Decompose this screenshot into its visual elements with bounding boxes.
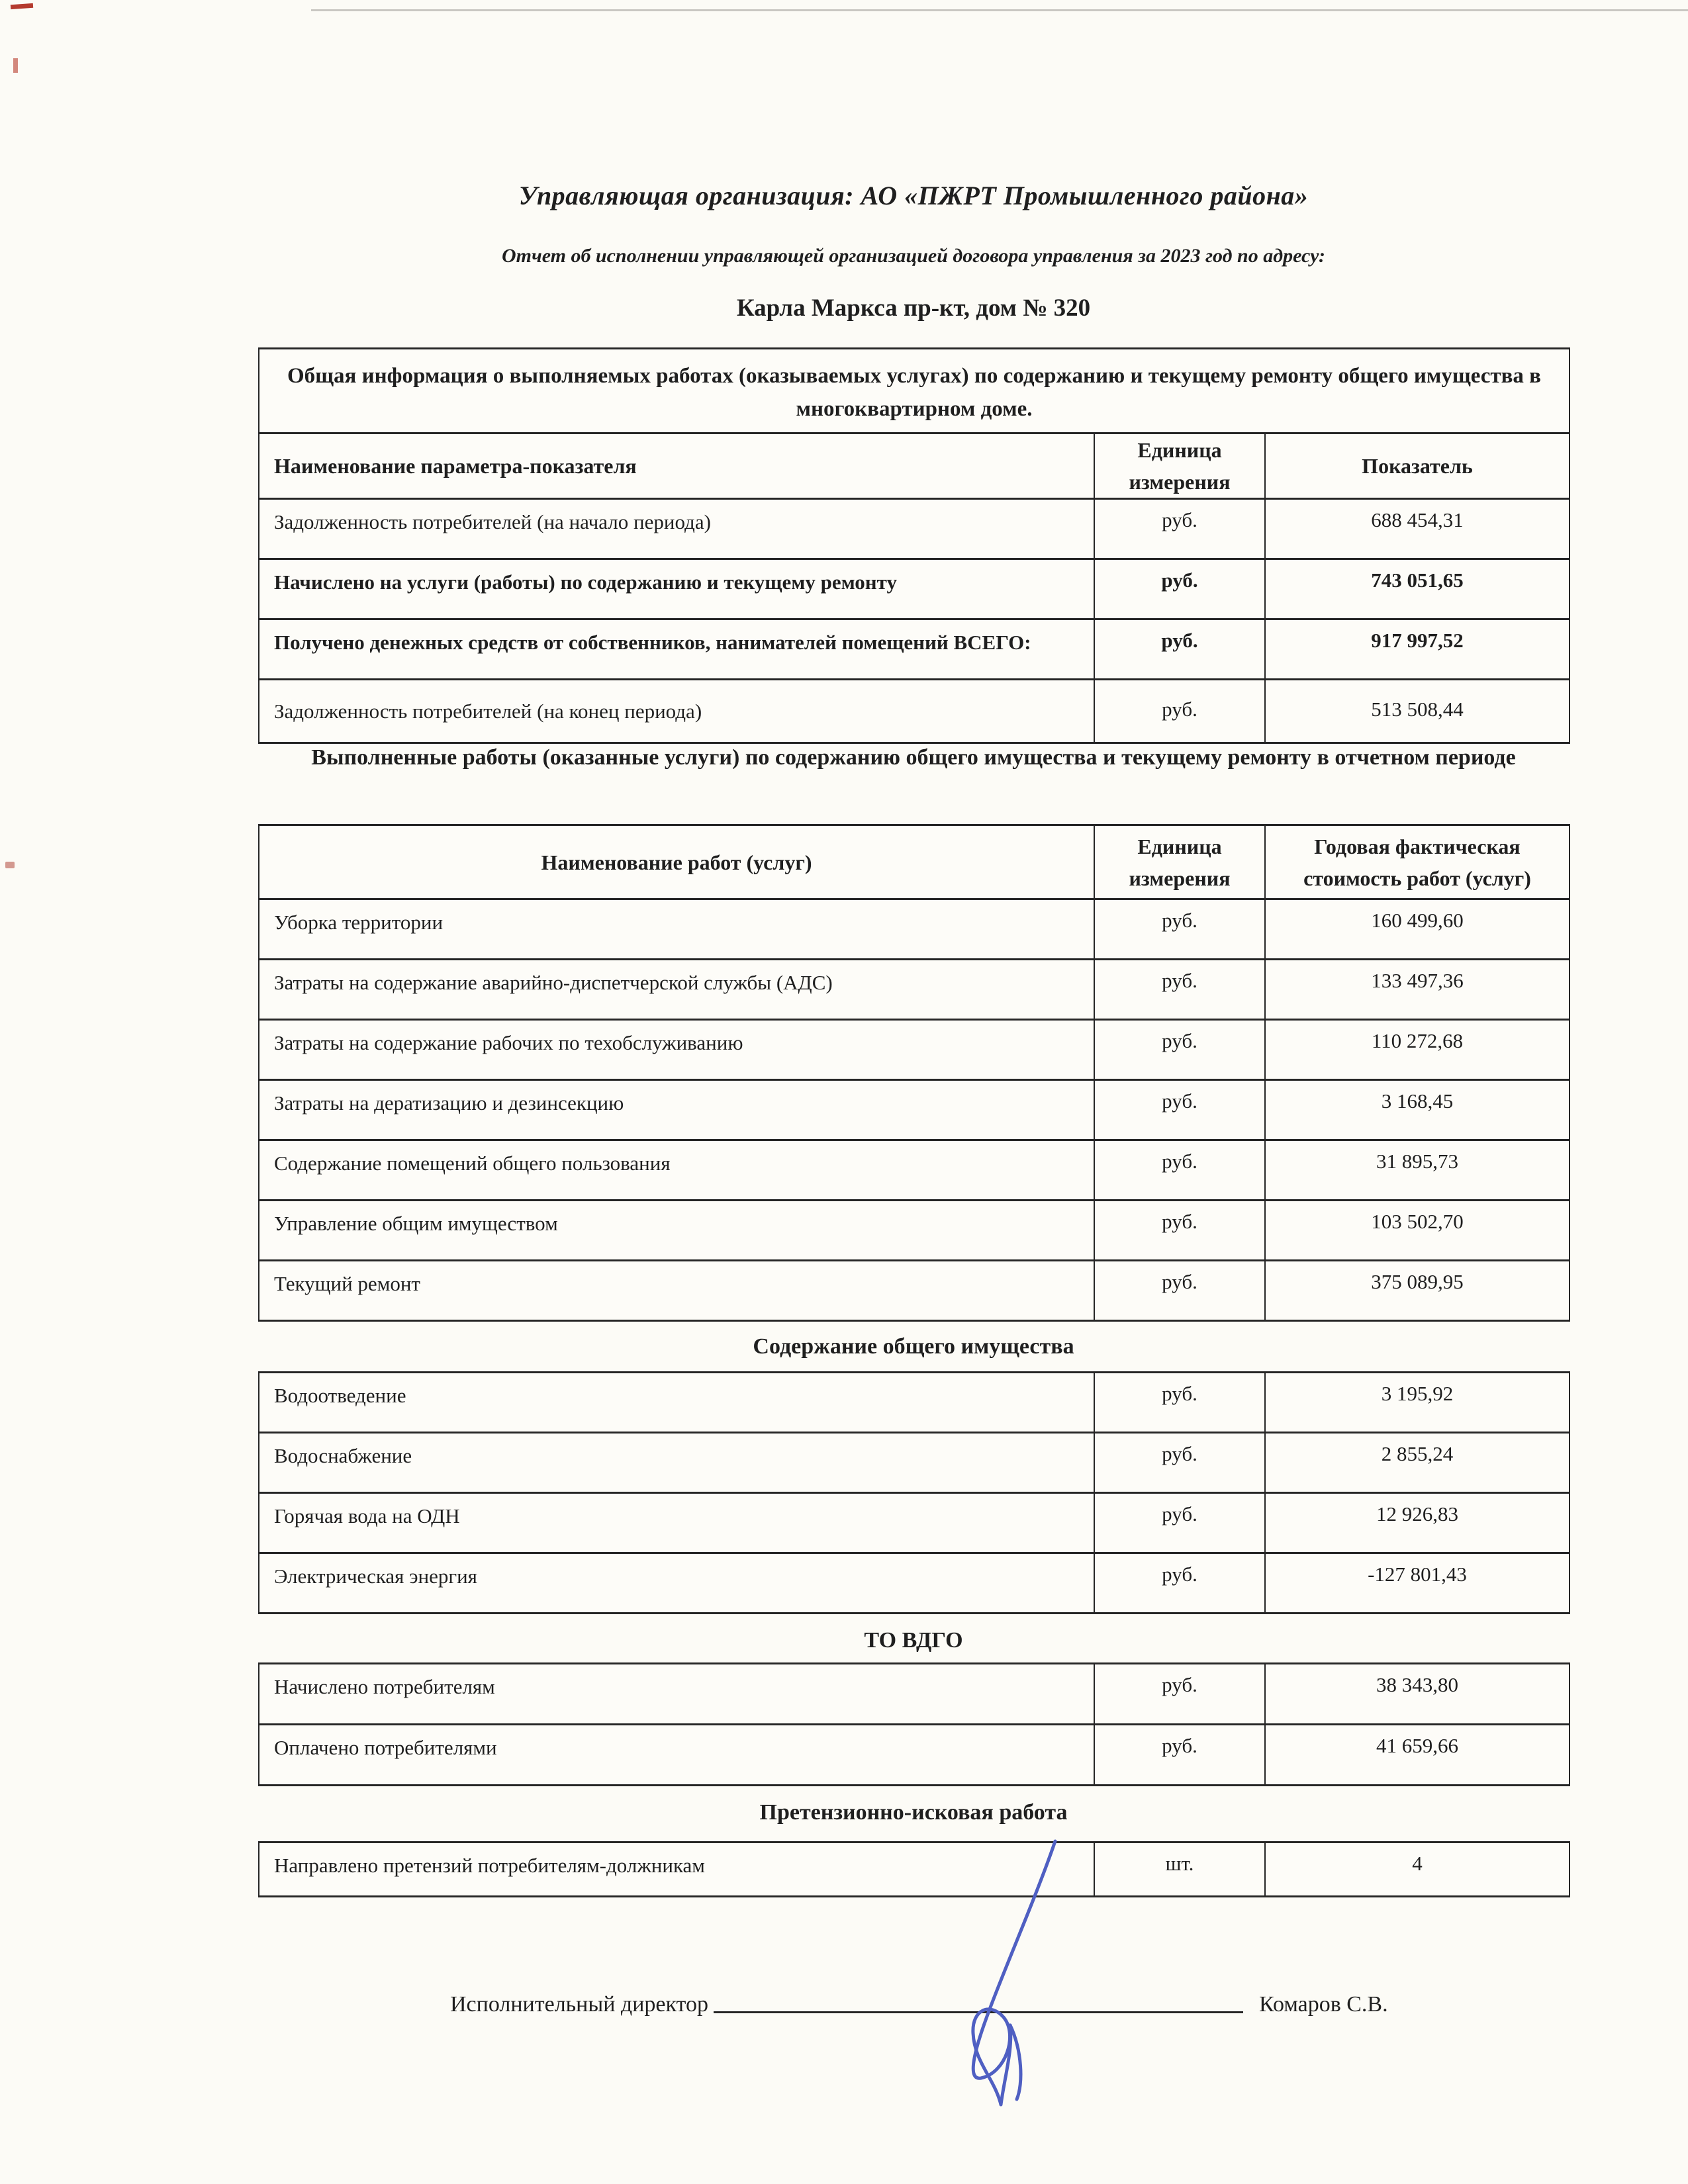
table-row: [259, 499, 1570, 559]
row-unit: руб.: [1094, 619, 1265, 680]
row-value: 38 343,80: [1265, 1664, 1570, 1725]
row-name: Затраты на дератизацию и дезинсекцию: [259, 1080, 1094, 1140]
section-title-performed-works: Выполненные работы (оказанные услуги) по содержанию общего имущества и текущему ремонту в отчетном периоде: [311, 745, 1516, 770]
column-header-unit: Единица измерения: [1094, 433, 1265, 499]
row-unit: руб.: [1094, 1261, 1265, 1321]
column-header-name: Наименование работ (услуг): [259, 825, 1094, 899]
scan-artifact-red: [13, 58, 18, 73]
column-header-row: [259, 825, 1570, 899]
table-row: [259, 1843, 1570, 1897]
row-name: Направлено претензий потребителям-должникам: [259, 1843, 1094, 1897]
row-unit: руб.: [1094, 960, 1265, 1020]
report-subtitle: Отчет об исполнении управляющей организацией договора управления за 2023 год по адресу:: [501, 245, 1326, 267]
row-value: 31 895,73: [1265, 1140, 1570, 1201]
row-name: Оплачено потребителями: [259, 1725, 1094, 1786]
row-value: 160 499,60: [1265, 899, 1570, 960]
row-name: Задолженность потребителей (на конец периода): [259, 680, 1094, 743]
row-unit: руб.: [1094, 1664, 1265, 1725]
row-value: -127 801,43: [1265, 1553, 1570, 1614]
row-value: 917 997,52: [1265, 619, 1570, 680]
row-name: Начислено потребителям: [259, 1664, 1094, 1725]
row-value: 133 497,36: [1265, 960, 1570, 1020]
table-row: [259, 680, 1570, 743]
section-title-common-property: Содержание общего имущества: [753, 1334, 1074, 1359]
row-value: 12 926,83: [1265, 1493, 1570, 1553]
table-row: [259, 899, 1570, 960]
row-name: Получено денежных средств от собственников, нанимателей помещений ВСЕГО:: [259, 619, 1094, 680]
row-unit: руб.: [1094, 1140, 1265, 1201]
row-unit: руб.: [1094, 1080, 1265, 1140]
row-unit: руб.: [1094, 1020, 1265, 1080]
general-info-table: [258, 347, 1570, 744]
table-row: [259, 1373, 1570, 1433]
row-name: Затраты на содержание аварийно-диспетчерской службы (АДС): [259, 960, 1094, 1020]
document-title: Управляющая организация: АО «ПЖРТ Промышленного района»: [518, 181, 1309, 210]
table-row: [259, 1140, 1570, 1201]
claims-table: [258, 1841, 1570, 1897]
column-header-value: Показатель: [1265, 433, 1570, 499]
row-unit: шт.: [1094, 1843, 1265, 1897]
row-unit: руб.: [1094, 559, 1265, 619]
row-name: Управление общим имуществом: [259, 1201, 1094, 1261]
row-name: Водоотведение: [259, 1373, 1094, 1433]
scan-edge-line: [311, 9, 1688, 11]
table-row: [259, 1080, 1570, 1140]
scan-artifact-red: [11, 3, 33, 9]
table-row: [259, 1433, 1570, 1493]
row-name: Задолженность потребителей (на начало периода): [259, 499, 1094, 559]
address-line: Карла Маркса пр-кт, дом № 320: [736, 295, 1091, 322]
row-value: 3 195,92: [1265, 1373, 1570, 1433]
table-caption-row: [259, 349, 1570, 433]
row-name: Начислено на услуги (работы) по содержанию и текущему ремонту: [259, 559, 1094, 619]
row-unit: руб.: [1094, 680, 1265, 743]
table-row: [259, 619, 1570, 680]
performed-works-table: [258, 824, 1570, 1322]
row-value: 41 659,66: [1265, 1725, 1570, 1786]
table-caption: Общая информация о выполняемых работах (оказываемых услугах) по содержанию и текущему ремонту общего имущества в многоквартирном доме.: [259, 349, 1570, 433]
row-name: Водоснабжение: [259, 1433, 1094, 1493]
section-title-to-vdgo: ТО ВДГО: [864, 1628, 963, 1653]
common-property-table: [258, 1371, 1570, 1614]
row-unit: руб.: [1094, 1725, 1265, 1786]
section-title-claims-work: Претензионно-исковая работа: [759, 1800, 1068, 1825]
row-value: 375 089,95: [1265, 1261, 1570, 1321]
column-header-row: [259, 433, 1570, 499]
row-name: Горячая вода на ОДН: [259, 1493, 1094, 1553]
row-value: 688 454,31: [1265, 499, 1570, 559]
table-row: [259, 1664, 1570, 1725]
table-row: [259, 1493, 1570, 1553]
row-name: Уборка территории: [259, 899, 1094, 960]
row-value: 103 502,70: [1265, 1201, 1570, 1261]
column-header-name: Наименование параметра-показателя: [259, 433, 1094, 499]
row-value: 3 168,45: [1265, 1080, 1570, 1140]
row-unit: руб.: [1094, 1433, 1265, 1493]
row-value: 743 051,65: [1265, 559, 1570, 619]
table-row: [259, 1261, 1570, 1321]
row-name: Затраты на содержание рабочих по техобслуживанию: [259, 1020, 1094, 1080]
signer-title: Исполнительный директор: [450, 1992, 708, 2017]
signer-name: Комаров С.В.: [1258, 1992, 1388, 2017]
row-unit: руб.: [1094, 1493, 1265, 1553]
row-name: Содержание помещений общего пользования: [259, 1140, 1094, 1201]
row-unit: руб.: [1094, 1373, 1265, 1433]
row-value: 110 272,68: [1265, 1020, 1570, 1080]
row-value: 2 855,24: [1265, 1433, 1570, 1493]
row-name: Текущий ремонт: [259, 1261, 1094, 1321]
scan-artifact-red: [5, 862, 15, 868]
table-row: [259, 559, 1570, 619]
table-row: [259, 1725, 1570, 1786]
table-row: [259, 960, 1570, 1020]
table-row: [259, 1020, 1570, 1080]
row-unit: руб.: [1094, 499, 1265, 559]
table-row: [259, 1553, 1570, 1614]
column-header-unit: Единица измерения: [1094, 825, 1265, 899]
row-unit: руб.: [1094, 1553, 1265, 1614]
row-value: 513 508,44: [1265, 680, 1570, 743]
to-vdgo-table: [258, 1662, 1570, 1786]
column-header-value: Годовая фактическая стоимость работ (услуг): [1265, 825, 1570, 899]
table-row: [259, 1201, 1570, 1261]
row-unit: руб.: [1094, 1201, 1265, 1261]
row-value: 4: [1265, 1843, 1570, 1897]
handwritten-signature: [925, 1832, 1124, 2110]
row-name: Электрическая энергия: [259, 1553, 1094, 1614]
row-unit: руб.: [1094, 899, 1265, 960]
